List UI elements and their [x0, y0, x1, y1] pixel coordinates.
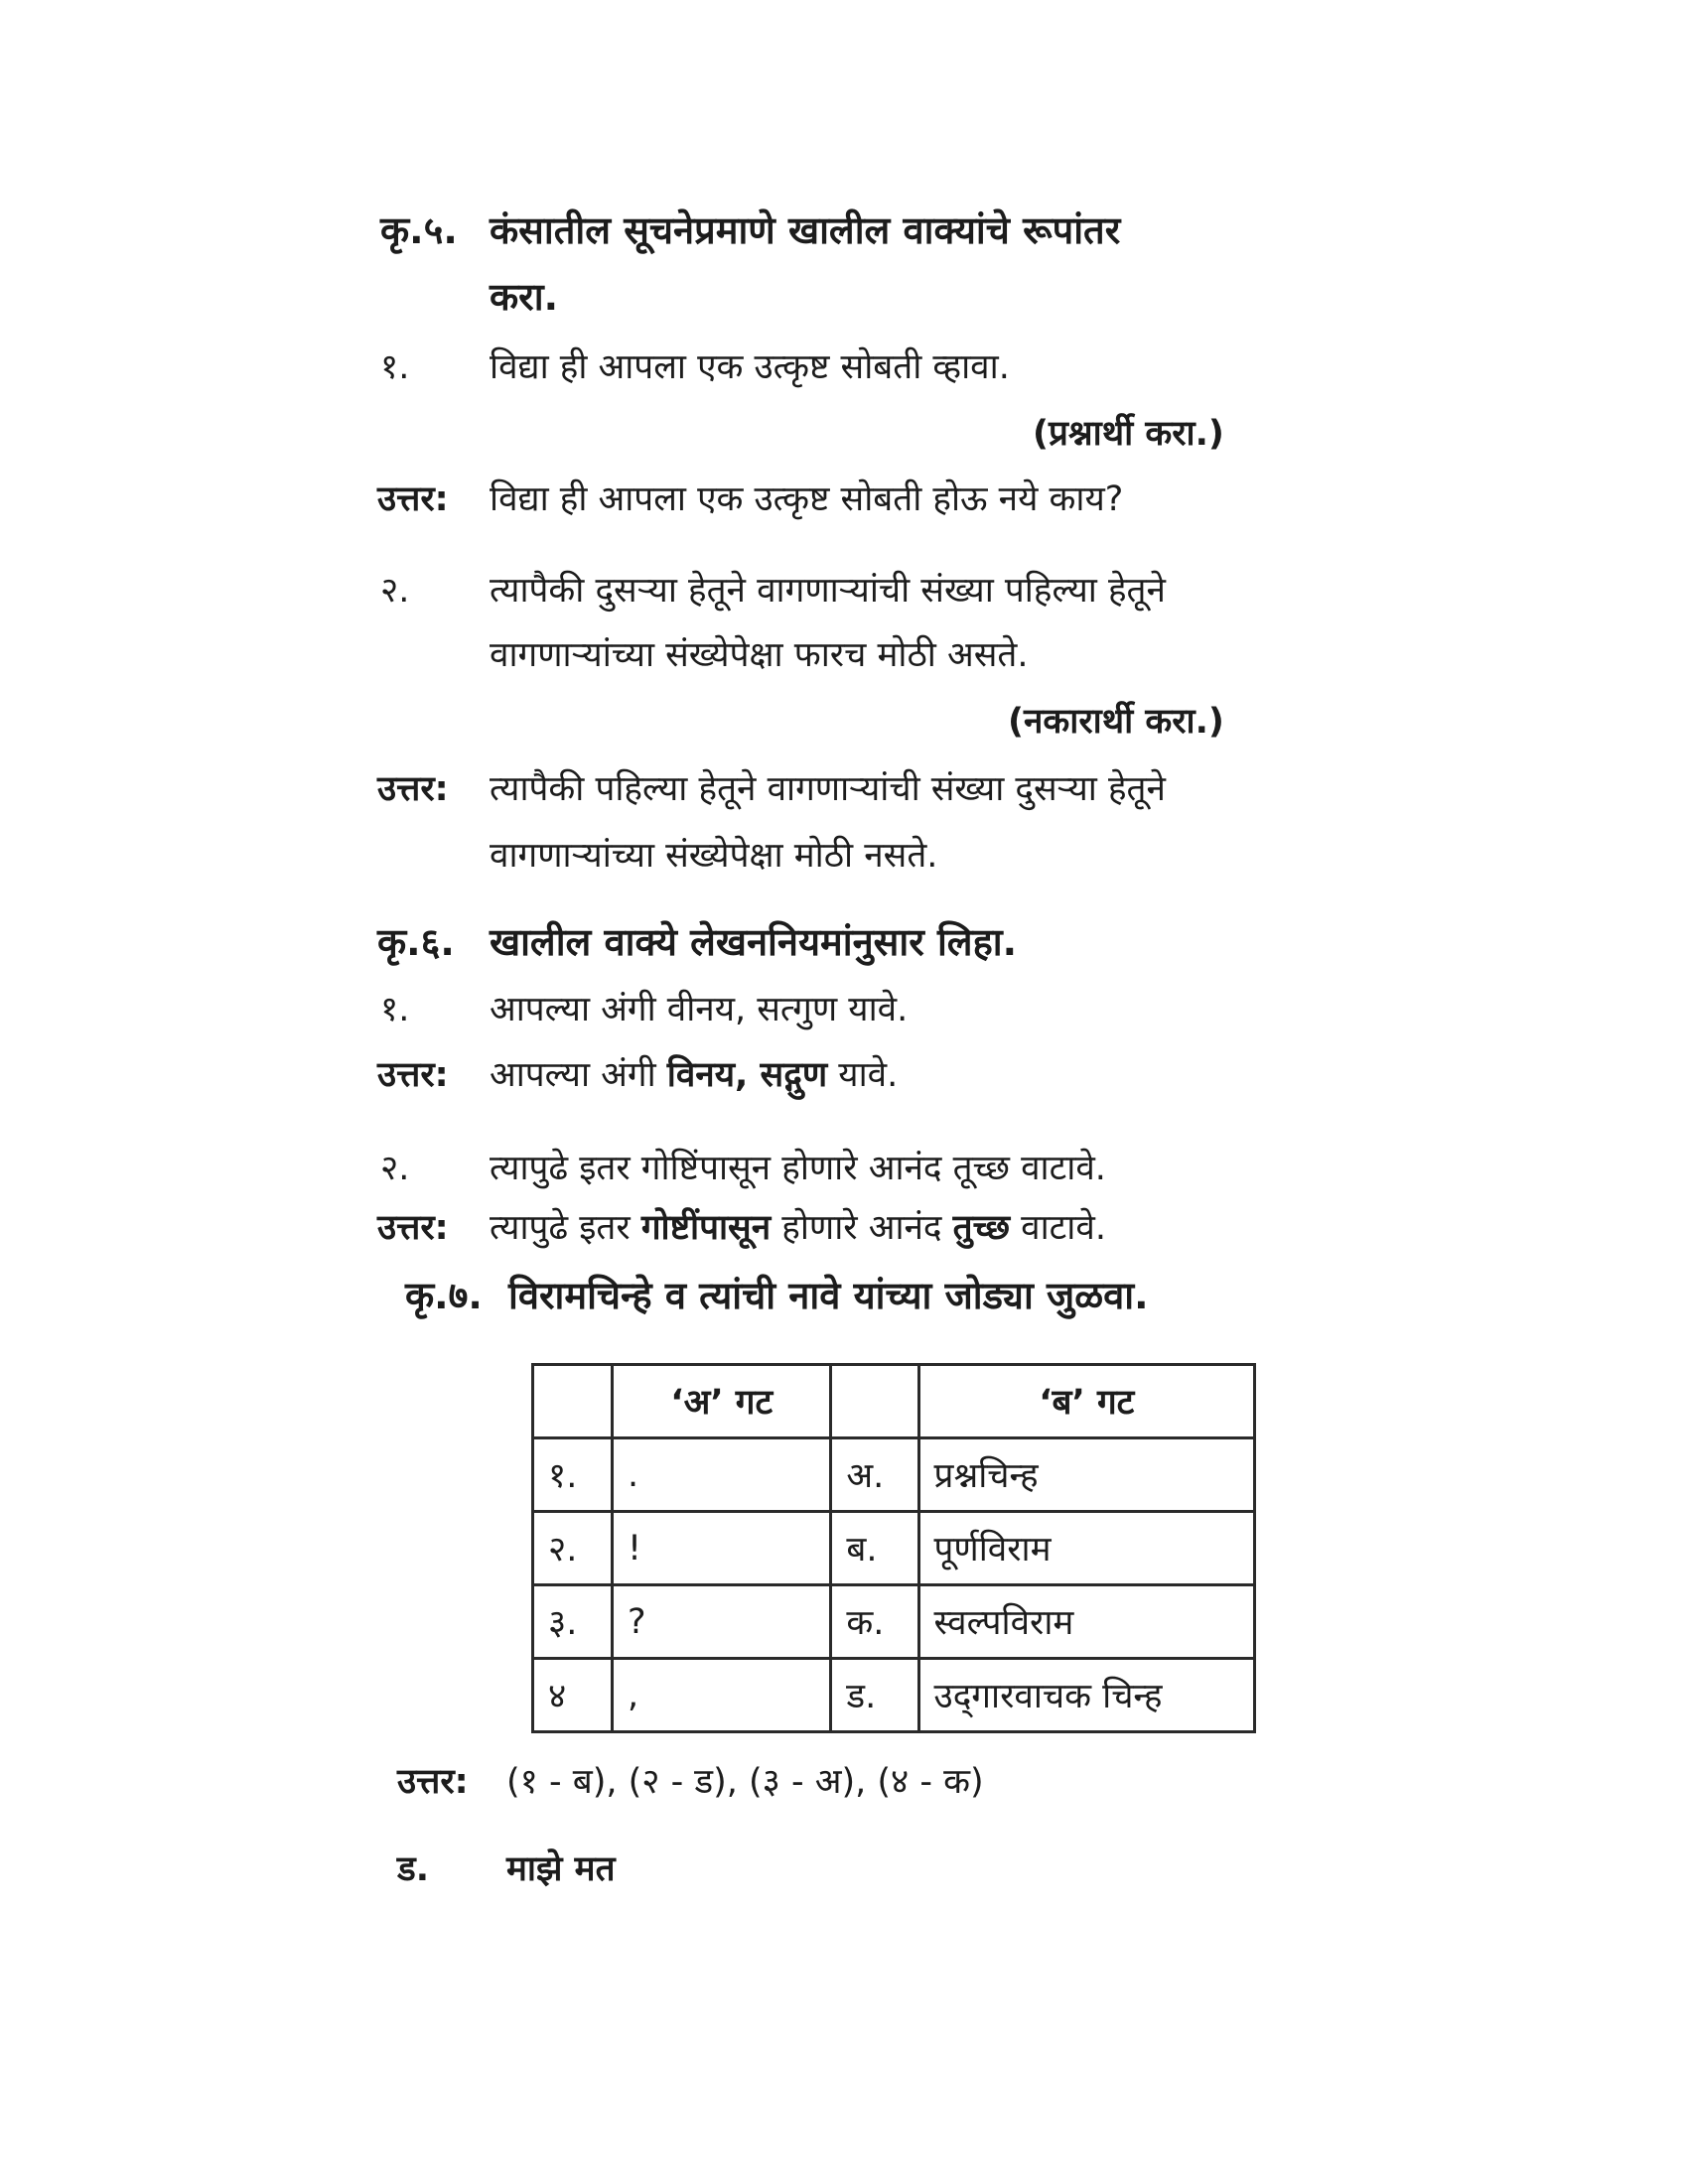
punctuation-name: स्वल्पविराम — [918, 1585, 1254, 1659]
table-header-group-a: ‘अ’ गट — [613, 1365, 831, 1438]
q6-item2-answer-end: वाटावे. — [1010, 1208, 1106, 1248]
q5-item1-sentence: विद्या ही आपला एक उत्कृष्ट सोबती व्हावा. — [490, 347, 1010, 387]
table-row — [533, 1438, 1255, 1512]
q6-item1-sentence: आपल्या अंगी वीनय, सत्गुण यावे. — [490, 990, 909, 1029]
section-d-label: ड. — [397, 1849, 430, 1889]
table-header-row — [533, 1365, 1255, 1438]
q7-heading: विरामचिन्हे व त्यांची नावे यांच्या जोड्या जुळवा. — [508, 1274, 1149, 1317]
punctuation-symbol: ! — [613, 1512, 831, 1585]
q5-item2-answer-label: उत्तर: — [377, 769, 449, 809]
q5-heading-cont: करा. — [490, 275, 559, 319]
punctuation-name: पूर्णविराम — [918, 1512, 1254, 1585]
punctuation-symbol: ? — [613, 1585, 831, 1659]
q5-item1-instruction: (प्रश्नार्थी करा.) — [1033, 414, 1224, 454]
section-d-title: माझे मत — [506, 1849, 616, 1889]
q5-item2-sentence-line2: वागणाऱ्यांच्या संख्येपेक्षा फारच मोठी असते. — [490, 635, 1029, 675]
q6-item2-answer-mid: होणारे आनंद — [771, 1208, 953, 1248]
q6-item1-answer — [490, 1050, 898, 1097]
q6-item1-answer-end: यावे. — [827, 1055, 899, 1095]
q7-answer: (१ - ब), (२ - ड), (३ - अ), (४ - क) — [506, 1762, 984, 1802]
q5-item2-answer-line1: त्यापैकी पहिल्या हेतूने वागणाऱ्यांची संख्या दुसऱ्या हेतूने — [490, 769, 1166, 809]
q6-item2-answer — [490, 1203, 1106, 1250]
match-table — [531, 1363, 1256, 1733]
row-number: ३. — [533, 1585, 613, 1659]
table-header-blank — [831, 1365, 918, 1438]
q6-item1-answer-correction: विनय, सद्गुण — [666, 1055, 828, 1095]
q6-item2-answer-text: त्यापुढे इतर — [490, 1208, 641, 1248]
option-key: ब. — [831, 1512, 918, 1585]
punctuation-name: प्रश्नचिन्ह — [918, 1438, 1254, 1512]
punctuation-name: उद्‌गारवाचक चिन्ह — [918, 1659, 1254, 1732]
q6-item2-number: २. — [380, 1149, 410, 1188]
table-row — [533, 1659, 1255, 1732]
q6-item1-number: १. — [380, 990, 410, 1029]
q6-item1-answer-label: उत्तर: — [377, 1055, 449, 1095]
q5-item1-number: १. — [380, 347, 410, 387]
q5-item1-answer-label: उत्तर: — [377, 479, 449, 519]
q5-heading: कंसातील सूचनेप्रमाणे खालील वाक्यांचे रूपांतर — [490, 208, 1121, 252]
q7-answer-label: उत्तर: — [397, 1762, 469, 1802]
q6-heading: खालील वाक्ये लेखननियमांनुसार लिहा. — [490, 920, 1018, 964]
table-header-blank — [533, 1365, 613, 1438]
q5-item2-sentence-line1: त्यापैकी दुसऱ्या हेतूने वागणाऱ्यांची संख्या पहिल्या हेतूने — [490, 571, 1166, 611]
table-row — [533, 1512, 1255, 1585]
punctuation-symbol: , — [613, 1659, 831, 1732]
row-number: २. — [533, 1512, 613, 1585]
q5-item1-answer: विद्या ही आपला एक उत्कृष्ट सोबती होऊ नये काय? — [490, 479, 1124, 519]
option-key: अ. — [831, 1438, 918, 1512]
table-header-group-b: ‘ब’ गट — [918, 1365, 1254, 1438]
q5-label: कृ.५. — [380, 208, 458, 252]
q5-item2-answer-line2: वागणाऱ्यांच्या संख्येपेक्षा मोठी नसते. — [490, 836, 938, 876]
q5-item2-instruction: (नकारार्थी करा.) — [1008, 702, 1224, 742]
q5-item2-number: २. — [380, 571, 410, 611]
q6-label: कृ.६. — [377, 920, 455, 964]
row-number: ४ — [533, 1659, 613, 1732]
row-number: १. — [533, 1438, 613, 1512]
q6-item2-answer-label: उत्तर: — [377, 1208, 449, 1248]
option-key: क. — [831, 1585, 918, 1659]
q7-label: कृ.७. — [405, 1274, 483, 1317]
q6-item2-answer-correction1: गोष्टींपासून — [640, 1208, 772, 1248]
punctuation-symbol: . — [613, 1438, 831, 1512]
option-key: ड. — [831, 1659, 918, 1732]
q6-item2-sentence: त्यापुढे इतर गोष्टिंपासून होणारे आनंद तूच्छ वाटावे. — [490, 1149, 1106, 1188]
q6-item1-answer-text: आपल्या अंगी — [490, 1055, 667, 1095]
q6-item2-answer-correction2: तुच्छ — [952, 1208, 1010, 1248]
table-row — [533, 1585, 1255, 1659]
